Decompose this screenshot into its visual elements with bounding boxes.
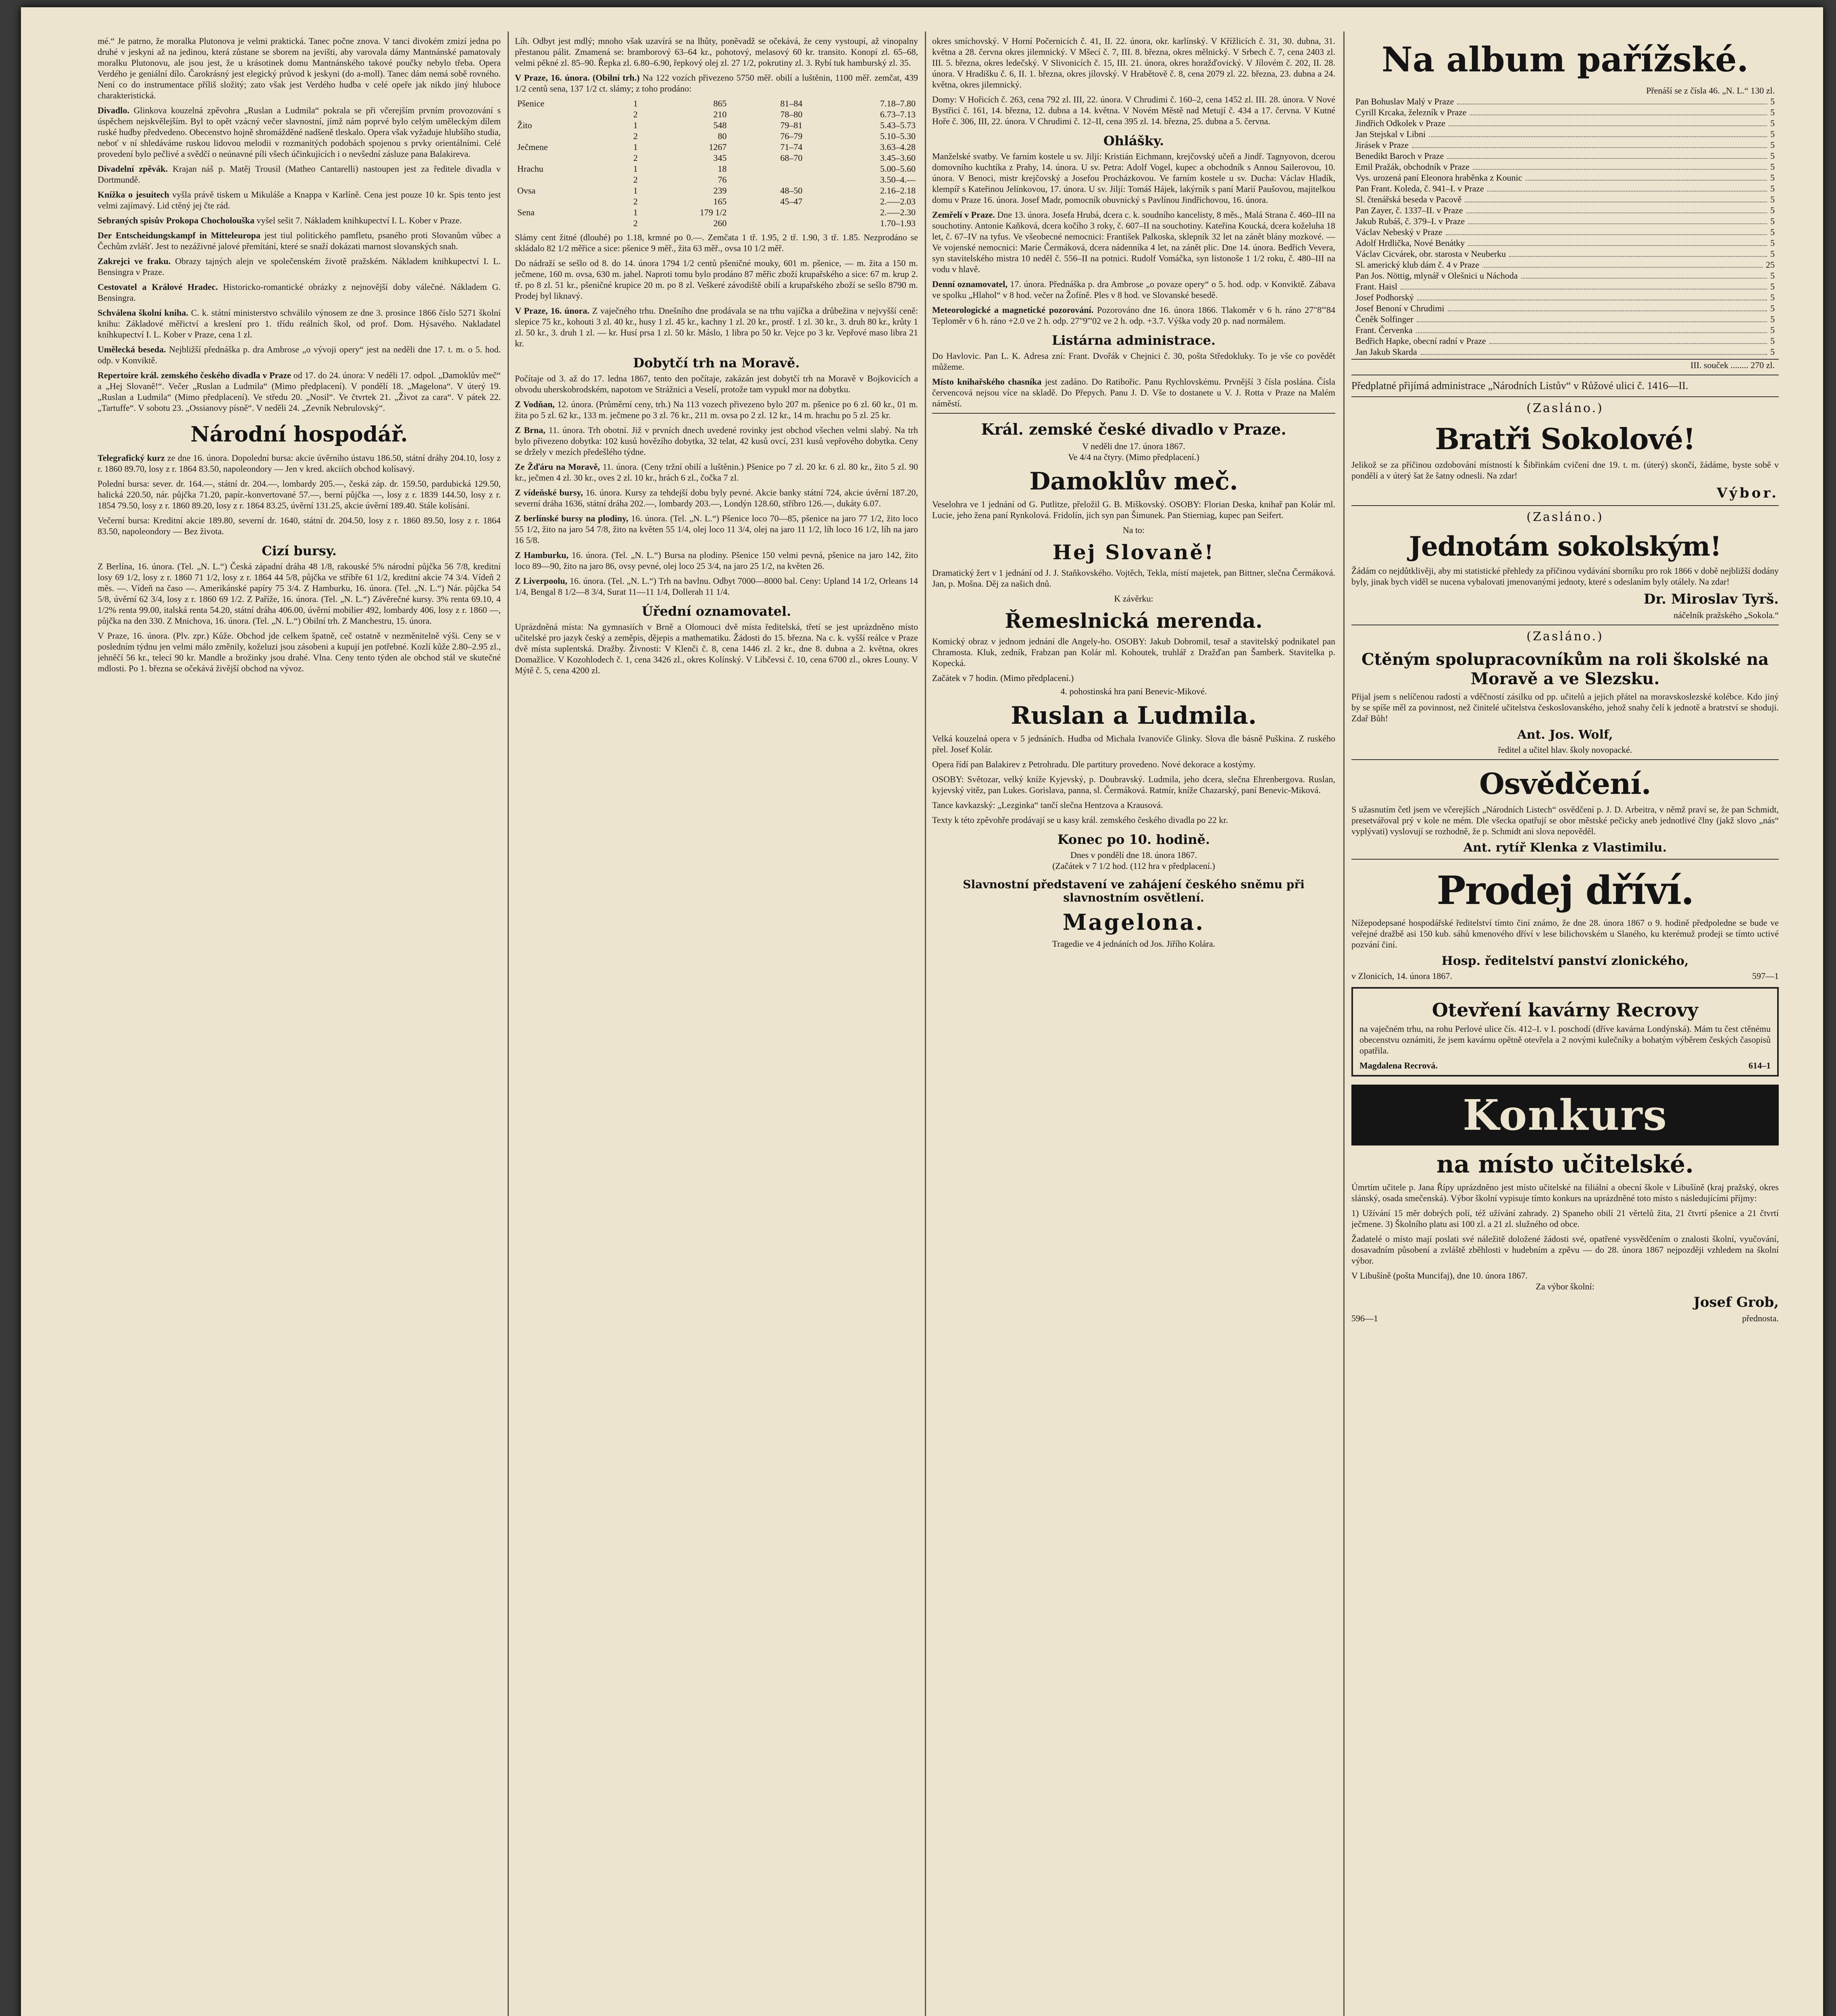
leader-dots [1457,96,1767,104]
grain-cell: Ovsa [517,185,536,196]
grain-row [515,142,918,152]
leader-dots [1420,346,1767,355]
leader-dots [1521,270,1767,279]
grain-row [515,120,918,131]
grain-row [515,98,918,109]
grain-cell [515,218,614,229]
guest-note: 4. pohostinská hra paní Benevic-Mikové. [1060,686,1207,696]
donor-amount: 5 [1770,347,1775,357]
donor-name: Čeněk Solfinger [1355,314,1413,324]
donor-item [1351,314,1779,325]
grain-cell: 548 [713,120,727,130]
donor-amount: 5 [1770,162,1775,172]
signature: Josef Grob, [1693,1294,1779,1310]
grain-cell: 71–74 [780,142,803,152]
notice-text: S užasnutím četl jsem ve včerejších „Národních Listech“ osvědčení p. J. D. Arbeitra, v němž praví se, že pan Schmidt, presetvářoval prý v kole ne mém. Dle všecka opatřují se obor městské pečicky aneb jednotlivé člny (jakž slovo „nás“ vyplývati) vyslovují se rozhodně, že p. Schmidt ani slova nepověděl. [1351,804,1779,836]
grain-cell: Hrachu [517,164,543,174]
donor-name: Josef Podhorský [1355,292,1414,302]
grain-cell [729,163,805,174]
grain-cell: 1 [633,142,638,152]
donor-item [1351,107,1779,118]
grain-cell: 2 [633,153,638,163]
signature: Ant. rytíř Klenka z Vlastimilu. [1463,841,1667,855]
next-sub: (Začátek v 7 1/2 hod. (112 hra v předplacení.) [1052,861,1215,871]
competition-by: Za výbor školní: [1536,1281,1595,1291]
news-item: Večerní bursa: Kreditní akcie 189.80, severní dr. 1640, státní dr. 204.50, losy z r. 1860 89.50, losy z r. 1864 83.50, napoleondory — Bez života. [98,515,501,536]
donor-amount: 5 [1770,314,1775,324]
grain-cell: 2 [633,175,638,185]
news-item: Z berlínské bursy na plodiny, 16. února. (Tel. „N. L.“) Pšenice loco 70—85, pšenice na jaro 77 1/2, žito loco 55 1/2, žito na jaro 54 7/8, žito na květen 55 1/4, olej loco 11 3/4, olej na jaro 11 1/2, líh loco 16 1/2, líh na jaro 16 5/8. [515,513,918,545]
grain-row [515,163,918,174]
donor-item [1351,161,1779,172]
grain-cell: 80 [718,131,727,141]
news-item: Z vídeňské bursy, 16. února. Kursy za tehdejší dobu byly pevné. Akcie banky státní 724, akcie úvěrní 187.20, severní dráha 1636, státní dráha 202.—, lombardy 203.—, Londýn 128.60, stříbro 126.—, dukáty 6.07. [515,487,918,508]
donor-item [1351,346,1779,357]
grain-cell: 210 [713,109,727,119]
news-item: Z Vodňan, 12. února. (Průměrní ceny, trh.) Na 113 vozech přivezeno bylo 207 m. pšenice po 6 zl. 60 kr., 01 m. žita po 5 zl. 62 kr., 133 m. ječmene po 3 zl. 76 kr., 211 m. ovsa po 2 zl. 12 kr., 14 m. hrachu po 5 zl. 25 kr. [515,399,918,420]
signature: Hosp. ředitelství panství zlonického, [1441,954,1689,968]
end-time: Konec po 10. hodině. [1057,832,1210,847]
play-title: Ruslan a Ludmila. [1011,702,1257,730]
news-item: okres smíchovský. V Horní Počernicích č. 41, II. 22. února, okr. karlínský. V Křížlicích č. 31, 30. dubna, 31. května a 28. června okres jilemnický. V Mšecí č. 7, III. 8. března, okres mělnický. V Srbech č. 7, cena 2403 zl. III. 5. března, okres ledečský. V Slivonicích č. 15, III. 21. února, okres horažďovický. V Jílovém č. 202, II. 28. února. V Hradišku č. 6, II. 1. března, okres jílovský. V Hrabětově č. 8, cena 2079 zl. 22. března, 23. dubna a 24. května, okres jilemnický. [932,36,1335,90]
donor-item [1351,216,1779,227]
subsection-heading: Dobytčí trh na Moravě. [633,355,800,371]
notice-text: Přijal jsem s nelíčenou radostí a vděčností zásilku od pp. učitelů a jejich přátel na moravskoslezské kolébce. Kdo jiný by se spíše měl za povinnost, než činitelé učitelstva českoslovanského, jehož snahy čelí k jednotě a bratrství se shoduji. Zdař Bůh! [1351,691,1779,723]
column-3 [932,35,1335,2016]
grain-cell: 1 [633,185,638,196]
grain-cell: 3.63–4.28 [880,142,916,152]
grain-cell [515,196,614,207]
donor-name: Benedikt Baroch v Praze [1355,151,1444,161]
play-desc: OSOBY: Světozar, velký kníže Kyjevský, p. Doubravský. Ludmila, jeho dcera, slečna Ehrenbergova. Ruslan, kyjevský vitěz, pan Lukes. Gorislava, panna, sl. Čermáková. Ratmír, kníže Chazarský, paní Benevic-Miková. [932,774,1335,795]
donor-item [1351,270,1779,281]
play-title: Hej Slovaně! [1052,540,1215,564]
cafe-ad [1351,987,1779,1077]
grain-cell: 79–81 [780,120,803,130]
play-desc: Veselohra ve 1 jednání od G. Putlitze, přeložil G. B. Miškovský. OSOBY: Florian Deska, knihař pan Kolár ml. Lucie, jeho žena paní Rynkolová. Fridolín, jich syn pan Šimunek. Pan Stierniag, kupec pan Seifert. [932,499,1335,520]
play-desc: Tragedie ve 4 jednáních od Jos. Jiřího Kolára. [1052,939,1216,949]
donor-item [1351,194,1779,205]
leader-dots [1449,118,1767,126]
donor-amount: 5 [1770,238,1775,248]
donor-amount: 5 [1770,129,1775,139]
grain-cell [515,174,614,185]
grain-cell: 1 [633,164,638,174]
donor-name: Jan Jakub Skarda [1355,347,1417,357]
grain-cell [729,207,805,218]
news-item: Do nádraží se sešlo od 8. do 14. února 1794 1/2 centů pšeničné mouky, 601 m. pšenice, — m. žita a 150 m. ječmene, 160 m. ovsa, 630 m. jahel. Naproti tomu bylo prodáno 87 měřic zboží krupařského a sice: 67 m. krup 2. tř. po 8 zl. 51 kr., pšeničné krupice 20 m. po 8 zl. Veškeré závodiště obilí a krupařského zboží se sešlo 8790 m. Prodej byl liknavý. [515,258,918,301]
leader-dots [1416,325,1767,333]
news-item: Z Brna, 11. února. Trh obotní. Již v prvních dnech uvedené rovinky jest obchod všechen velmi slabý. Na trh bylo přivezeno dobytka: 102 kusů hovězího dobytka, 32 telat, 42 kusů ovcí, 231 kusů vepřového dobytka. Ceny se držely v mezích předešlého týdne. [515,425,918,457]
grain-cell: Ječmene [517,142,548,152]
news-item: Knížka o jesuitech vyšla právě tiskem u Mikuláše a Knappa v Karlíně. Cena jest pouze 10 kr. Spis tento jest velmi zajímavý. Lid ctěný jej čte rád. [98,190,501,210]
play-desc: Komický obraz v jednom jednání dle Angely-ho. OSOBY: Jakub Dobromil, tesař a stavitelský podnikatel pan Chramosta. Kluk, zedník, Frabzan pan Kolár ml. Kohoutek, truhlář z Dražďan pan Šamberk. Stavitelka p. Kopecká. [932,636,1335,668]
competition-footer: 596—1 přednosta. [1351,1313,1779,1323]
donor-item [1351,227,1779,237]
donor-amount: 5 [1770,249,1775,259]
news-item: Z Liverpoolu, 16. února. (Tel. „N. L.“) Trh na bavlnu. Odbyt 7000—8000 bal. Ceny: Upland 14 1/2, Orleans 14 1/4, Bengal 8 1/2—8 3/4, Surat 11—11 1/4, Dollerah 11 1/4. [515,576,918,597]
leader-dots [1487,183,1767,192]
donor-item [1351,281,1779,292]
signature-title: náčelník pražského „Sokola.“ [1674,610,1779,620]
grain-cell: 7.18–7.80 [880,98,916,108]
grain-cell: 1 [633,120,638,130]
leader-dots [1417,292,1767,300]
news-item: Uprázdněná místa: Na gymnasiích v Brně a Olomouci dvě místa ředitelská, třetí se jest uprázdněno místo učitelské pro jazyk český a zeměpis, dějepis a mathematiku. Žádosti do 15. března. Na c. k. vyšší reálce v Praze dvě místa suplentská. Dražby. Živnosti: V Klenči č. 8, cena 1446 zl. 2 kr., dne 8. dubna a 2. května, okres Domažlice. V Kozohlodech č. 1, cena 3426 zl., okres Kolínský. V Libčevsi č. 10, cena 6700 zl., okres Louny. V Mýtě č. 5, cena 4200 zl. [515,622,918,675]
donor-name: Václav Cicvárek, obr. starosta v Neuberku [1355,249,1506,259]
competition-location: V Libušíně (pošta Muncifaj), dne 10. února 1867. [1351,1270,1528,1281]
subsection-heading: Cizí bursy. [262,543,337,558]
grain-row [515,174,918,185]
cafe-heading: Otevření kavárny Recrovy [1432,999,1699,1021]
leader-dots [1429,129,1767,137]
grain-row [515,152,918,163]
grain-row [515,185,918,196]
sokol-text: Jelikož se za příčinou ozdobování místností k Šibřinkám cvičení dne 19. t. m. (úterý) skončí, žádáme, byste sobě v pondělí a v úterý šat že šatny odnesli. Na zdar! [1351,460,1779,481]
grain-cell: 2 [633,131,638,141]
leader-dots [1468,216,1767,224]
section-heading: Národní hospodář. [190,422,408,447]
column-2 [515,35,918,2016]
donor-amount: 5 [1770,271,1775,281]
divider [1351,505,1779,506]
grain-row [515,196,918,207]
grain-cell: 165 [713,196,727,206]
grain-row [515,218,918,229]
leader-dots [1473,161,1767,170]
news-item: V Praze, 16. února. Z vaječného trhu. Dnešního dne prodávala se na trhu vajíčka a drůbežina v nejvyšší ceně: slepice 75 kr., kohouti 3 zl. 40 kr., husy 1 zl. 45 kr., kachny 1 zl. 20 kr., prostř. 1 zl. 30 kr., 3. druh 80 kr., krůty 1 zl. 50 kr., 3. druh 1 zl. — kr. Husí prsa 1 zl. 50 kr. Máslo, 1 libra po 50 kr. Vejce po 3 kr. Vepřové maso libra 21 kr. [515,306,918,348]
notice-text: Nížepodepsané hospodářské ředitelství tímto činí známo, že dne 28. února 1867 o 9. hodině předpoledne se bude ve veřejné dražbě asi 150 kub. sáhů kmenového dříví v lese bilichovském u Slaného, ku kterémuž prodeji se tímto uctivé pozvání činí. [1351,918,1779,950]
notice-heading: Osvědčení. [1479,766,1651,801]
donor-name: Pan Bohuslav Malý v Praze [1355,96,1454,106]
donor-amount: 5 [1770,336,1775,346]
donor-item [1351,292,1779,303]
donor-name: Cyrill Krcaka, železník v Praze [1355,107,1467,117]
donor-name: Vys. urozená paní Eleonora hraběnka z Kounic [1355,173,1522,183]
leader-dots [1489,335,1767,344]
news-item: V Praze, 16. února. (Obilní trh.) Na 122 vozích přivezeno 5750 měř. obilí a luštěnin, 1100 měř. zemčat, 439 1/2 centů sena, 137 1/2 ct. slámy; z toho prodáno: [515,73,918,94]
grain-cell: Sena [517,207,535,217]
donor-amount: 5 [1770,292,1775,302]
play-desc: Tance kavkazský: „Lezginka“ tančí slečna Hentzova a Krausová. [932,800,1163,810]
album-title: Na album pařížské. [1382,40,1749,79]
donor-amount: 5 [1770,227,1775,237]
competition-subheading: na místo učitelské. [1436,1150,1694,1179]
donor-name: Bedřich Hapke, obecní radní v Praze [1355,336,1486,346]
grain-cell: 76–79 [780,131,803,141]
play-desc: Dramatický žert v 1 jednání od J. J. Staňkovského. Vojtěch, Tekla, místí majetek, pan Bittner, slečna Čermáková. Jan, p. Mošna. Děj za našich dnů. [932,568,1335,589]
signature: Ant. Jos. Wolf, [1517,728,1613,742]
grain-cell: 68–70 [780,153,803,163]
donor-name: Václav Nebeský v Praze [1355,227,1443,237]
donor-item [1351,172,1779,183]
donor-item [1351,237,1779,248]
play-title: Řemeslnická merenda. [1005,609,1263,633]
donor-name: Jakub Rubáš, č. 379–I. v Praze [1355,216,1465,226]
divider [1351,759,1779,760]
grain-cell [729,218,805,229]
news-item: Z Hamburku, 16. února. (Tel. „N. L.“) Bursa na plodiny. Pšenice 150 velmi pevná, pšenice na jaro 142, žito loco 89—90, žito na jaro 86, ovsy pevné, olej loco 25 3/4, na jaro 25 1/2, na květen 26. [515,550,918,571]
grain-row [515,109,918,120]
news-item: Divadelní zpěvák. Krajan náš p. Matěj Trousil (Matheo Cantarelli) nastoupen jest za ředitele divadla v Dortmundě. [98,164,501,185]
grain-cell [729,174,805,185]
play-title: Damoklův meč. [1029,467,1238,496]
subsection-heading: Úřední oznamovatel. [641,604,791,619]
donor-item [1351,335,1779,346]
news-item: Repertoire král. zemského českého divadla v Praze od 17. do 24. února: V neděli 17. odpol. „Damoklův meč“ a „Hej Slovaně!“. Večer „Ruslan a Ludmila“ (Mimo předplacení). V pondělí 18. „Magelona“. V úterý 19. „Ruslan a Ludmila“ (Mimo předplacení). Ve středu 20. „Nosil“. Ve čtvrtek 21. „Život za cara“. V pátek 22. „Tartuffe“. V sobotu 23. „Ossianovy písně“. V neděli 24. „Zevník Nebrulovský“. [98,370,501,413]
news-item: Líh. Odbyt jest mdlý; mnoho však uzavírá se na lhůty, poněvadž se očekává, že ceny vystoupí, až vinopalny přestanou pálit. Zmamená se: bramborový 63–64 kr., pohotový, melasový 60 kr. transito. Konopí zl. 65–68, velmi pěkné zl. 85–90. Řepka zl. 6.80–6.90, řepkový olej zl. 27 1/2, pokrutiny zl. 3. Rybí tuk hamburský zl. 35. [515,36,918,68]
leader-dots [1468,237,1767,246]
sokol-text: Žádám co nejdůtklivěji, aby mi statistické přehledy za příčinou vydávání sborníku pro rok 1866 v době nejbližší dodány byly, jinak bych viděl se nucena vybalovati jmenovanými jednoty, které s odeslaním byly otálely. Na zdar! [1351,566,1779,587]
notice-heading: Prodej dříví. [1436,868,1694,913]
leader-dots [1482,259,1763,268]
leader-dots [1465,194,1767,202]
donor-item [1351,205,1779,216]
play-desc: Velká kouzelná opera v 5 jednáních. Hudba od Michala Ivanoviče Glinky. Slova dle básně Puškina. Z ruského přel. Josef Kolár. [932,733,1335,754]
donor-amount: 25 [1766,260,1775,270]
donor-amount: 5 [1770,173,1775,183]
notice-footer: v Zlonicích, 14. února 1867. 597—1 [1351,971,1779,981]
grain-cell: 45–47 [780,196,803,206]
donor-name: Jirásek v Praze [1355,140,1409,150]
leader-dots [1401,281,1767,289]
grain-cell [515,109,614,120]
grain-cell: 345 [713,153,727,163]
play-connector: Na to: [1122,525,1145,535]
competition-text: 1) Užívání 15 měr dobrých polí, též užívání zahrady. 2) Spaneho obilí 21 věrtelů žita, 21 čtvrtí pšenice a 21 čtvrtí ječmene. 3) Školního platu asi 100 zl. a 21 zl. služného od obce. [1351,1208,1779,1229]
news-item: Der Entscheidungskampf in Mitteleuropa jest tiul politického pamfletu, psaného proti Slovanům vůbec a Čechům zvlášť. Jest to nezáživné jalové přemítání, které se snaží dokázati marnost slovanských snah. [98,230,501,251]
grain-row [515,207,918,218]
subsection-heading: Ohlášky. [1103,133,1164,148]
signature: Dr. Miroslav Tyrš. [1644,591,1779,607]
play-title: Magelona. [1062,909,1205,935]
donor-name: Pan Frant. Koleda, č. 941–I. v Praze [1355,183,1484,194]
news-item: Schválena školní kniha. C. k. státní ministerstvo schválilo výnosem ze dne 3. prosince 1866 číslo 5271 školní knihu: Základové měřictví a kreslení pro 1. třídu reálních škol, od prof. Dom. Hýsavého. Nakladatel kníhkupectví I. L. Kober v Praze, cena 1 zl. [98,308,501,339]
grain-cell: 865 [713,98,727,108]
gala-note: Slavnostní představení ve zahájení českého sněmu při slavnostním osvětlení. [963,878,1305,904]
next-date: Dnes v pondělí dne 18. února 1867. [1070,850,1197,860]
grain-cell: 2 [633,109,638,119]
sokol-heading: Bratři Sokolové! [1435,422,1695,456]
cafe-footer: Magdalena Recrová. 614–1 [1359,1060,1771,1070]
theatre-heading: Král. zemské české divadlo v Praze. [981,420,1286,438]
column-rule [925,31,926,2016]
grain-cell: 260 [713,218,727,228]
donor-name: Frant. Haisl [1355,281,1397,292]
news-item: Ze Žďáru na Moravě, 11. února. (Ceny tržní obilí a luštěnin.) Pšenice po 7 zl. 20 kr. 6 zl. 80 kr., žito 5 zl. 90 kr., ječmen 4 zl. 30 kr., oves 2 zl. 10 kr., hrách 6 zl., čočka 7 zl. [515,462,918,483]
leader-dots [1470,107,1767,115]
news-item: Slámy cent žitné (dlouhé) po 1.18, krmné po 0.—. Zemčata 1 tř. 1.95, 2 tř. 1.90, 3 tř. 1.85. Nezprodáno se skládalo 82 1/2 měřice a sice: pšenice 9 měř., žita 63 měř., ovsa 10 1/2 měř. [515,232,918,253]
column-1 [98,35,501,2016]
column-rule [1343,31,1345,2016]
news-item: Polední bursa: sever. dr. 164.—, státní dr. 204.—, lombardy 205.—, česká záp. dr. 159.50, pardubická 129.50, halická 220.50, nár. půjčka 71.20, papír.-konvertované 57.—, berní půjčka —, losy z r. 1839 144.50, losy z r. 1854 79.50, losy z r. 1860 89.20, losy z r. 1864 83.25, úvěrní 131.25, akcie úvěrní 189.40. Stále kolísání. [98,479,501,510]
competition-text: Úmrtím učitele p. Jana Řípy uprázdněno jest místo učitelské na filiální a obecní škole v Libušíně (kraj pražský, okres slánský, osada smečenská). Výbor školní vypisuje tímto konkurs na uprázdněné toto místo s následujícími příjmy: [1351,1182,1779,1203]
donor-amount: 5 [1770,194,1775,204]
news-item: Cestovatel a Králové Hradec. Historicko-romantické obrázky z nejnovější doby válečné. Nákladem G. Bensingra. [98,282,501,303]
competition-text: Žadatelé o místo mají poslati své náležitě doložené žádosti své, opatřené vysvědčením o znalosti školní, vyučování, dosavadním působení a zvláště zběhlosti v hudebním a zpěvu — do 28. února 1867 nejpozději vzhledem na školní výbor. [1351,1234,1779,1266]
donor-name: Pan Zayer, č. 1337–II. v Praze [1355,205,1463,215]
grain-cell: 3.50–4.— [880,175,916,185]
donor-item [1351,140,1779,150]
donor-amount: 5 [1770,107,1775,117]
donor-item [1351,248,1779,259]
donor-name: Emil Pražák, obchodník v Praze [1355,162,1470,172]
donor-name: Adolf Hrdlička, Nové Benátky [1355,238,1465,248]
play-desc: Opera řídí pan Balakirev z Petrohradu. Dle partitury provedeno. Nové dekorace a kostýmy. [932,759,1255,769]
play-connector: K závěrku: [1114,594,1153,604]
grain-cell: 1 [633,207,638,217]
column-4 [1351,35,1779,2016]
theatre-date: V neděli dne 17. února 1867. [1082,441,1185,451]
news-item: Zemřelí v Praze. Dne 13. února. Josefa Hrubá, dcera c. k. soudního kancelisty, 8 měs., Malá Strana č. 460–III na souchotiny. Antonie Kaňková, dcera kočího 3 roky, č. 607–II na souchotiny. Kateřina Koucká, dcera koželuha 18 let, č. 67–IV na tyfus. Ve všeobecné nemocnici: František Palkoska, sklepník 32 let na zánět blány mozkové. — Ve vojenské nemocnici: Marie Čermáková, dcera nádenníka 4 let, na zánět plic. Dne 14. února. Bedřich Vevera, syn stavitelského mistra 10 neděl č. 556–II na potnici. Rudolf Vomáčka, syn listonoše 1 1/2 roku, č. 480–III na vodu v hlavě. [932,210,1335,274]
grain-cell: Žito [517,120,532,130]
zaslano-label: (Zasláno.) [1526,510,1604,524]
sokol-heading: Jednotám sokolským! [1409,531,1722,562]
news-item: Místo knihařského chasníka jest zadáno. Do Ratibořic. Panu Rychlovskému. Prvnější 3 čísla poslána. Čísla červencová nejsou více na skladě. Do Přepych. Panu J. D. Vše to dostanete u V. J. Rotta v Praze na Malém náměstí. [932,377,1335,408]
news-item: Z Berlína, 16. února. (Tel. „N. L.“) Česká západní dráha 48 1/8, rakouské 5% národní půjčka 56 7/8, kreditní losy 69 1/2, losy z r. 1860 71 1/2, losy z r. 1864 44 5/8, půjčka ve stříbře 61 1/2, kreditní akcie 74 3/4. Vídeň 2 měs. —. Vídeň na časo —. Amerikánské papíry 75 3/4. Z Hamburku, 16. února. (Tel. „N. L.“) Nár. půjčka 54 5/8, úvěrní 62 3/4, losy z r. 1860 69 1/2. Z Paříže, 16. února. (Tel. „N. L.“) Závěrečné kursy. 3% renta 69.10, 4 1/2% renta 99.00, italská renta 54.20, státní dráha 406.00, úvěrní mobilier 492, lombardy 406, losy z r. 1860 —, půjčka na den 330. Z Mnichova, 16. února. (Tel. „N. L.“) Obilní trh. Z Manchestru, 15. února. [98,561,501,626]
donor-list [1351,96,1779,357]
news-item: Umělecká beseda. Nejbližší přednáška p. dra Ambrose „o vývoji opery“ jest na neděli dne 17. t. m. o 5. hod. odp. v Konviktě. [98,344,501,365]
album-carryover: Přenáší se z čísla 46. „N. L.“ 130 zl. [1646,85,1775,96]
donor-name: Frant. Červenka [1355,325,1413,335]
donor-amount: 5 [1770,216,1775,226]
cafe-text: na vaječném trhu, na rohu Perlové ulice čís. 412–I. v I. poschodí (dříve kavárna Londýnská). Mám tu čest ctěnému obecenstvu oznámiti, že jsem kavárnu opětně otevřela a 2 novými kulečníky a bohatým výběrem českých časopisů opatřila. [1359,1024,1771,1056]
news-item: Meteorologické a magnetické pozorování. Pozorováno dne 16. února 1866. Tlakoměr v 6 h. ráno 27"8'''84 Teploměr v 6 h. ráno +2.0 ve 2 h. odp. 27"9'''02 ve 2 h. odp. +3.7. Výška vody 20 p. nad normálem. [932,305,1335,326]
donor-item [1351,129,1779,140]
start-time: Začátek v 7 hodin. (Mimo předplacení.) [932,673,1074,683]
grain-cell: 76 [718,175,727,185]
donor-amount: 5 [1770,183,1775,194]
news-item: Telegrafický kurz ze dne 16. února. Dopolední bursa: akcie úvěrního ústavu 186.50, státní dráhy 204.10, losy z r. 1860 89.70, losy z r. 1864 83.50, napoleondory — Jen v kred. akciích obchod kolísavý. [98,453,501,474]
donor-amount: 5 [1770,151,1775,161]
signature-title: ředitel a učitel hlav. školy novopacké. [1498,745,1632,755]
grain-cell: 2 [633,196,638,206]
grain-cell: 2 [633,218,638,228]
donor-name: Sl. americký klub dám č. 4 v Praze [1355,260,1480,270]
donor-amount: 5 [1770,140,1775,150]
grain-cell: 1267 [709,142,727,152]
news-item: Manželské svatby. Ve farním kostele u sv. Jiljí: Kristián Eichmann, krejčovský učeň a Jindř. Tagnyovon, dcerou domovního kuchtíka z Prahy, 14. února. U sv. Petra: Adolf Vogel, kupec a obchodník s Annou Sailerovou, 10. února. V Benoci, mistr krejčovský a Josefou Procházkovou. Ve farním kostele u sv. Ducha: Václav Hladík, klempíř s Kateřinou Jelínkovou, 17. února. U sv. Jiljí: Tomáš Hájek, lakýrník s paní Marií Paušovou, majitelkou domu v Praze 16. února. Josef Madr, pomocník obuvnický s Pavlínou Jindřichovou, 16. února. [932,151,1335,205]
grain-table [515,98,918,229]
opera-review: mé.“ Je patrno, že moralka Plutonova je velmi praktická. Tanec počne znova. V tanci divokém zmizí jedna po druhé v jeskyni až na jedinou, která zůstane se sborem na jevišti, aby varovala dámy Mantnánské pamatovaly moralku Plutonovu, ale jsou jest, že u krásotinek domu Mantnánského takové poučky nebylo třeba. Opera Verdého je geniální dílo. Čarokrásný jest elegický průvod k jeskyni (do a-moll). Tanec dám nemá sobě rovného. Není co do instrumentace příliš složitý; zato však jest Verdého hudba v celé opeře jak nikdo jiný hluboce charakteristická. [98,36,501,100]
grain-cell [515,131,614,142]
donor-name: Jan Stejskal v Libni [1355,129,1426,139]
news-item: Počítaje od 3. až do 17. ledna 1867, tento den počítaje, zakázán jest dobytčí trh na Moravě v Bojkovicích a obvodu uherskobrodském, napotom ve Strážnici a Veselí, protože tam vypukl mor na dobytku. [515,373,918,394]
grain-cell: 1 [633,98,638,108]
grain-cell: 5.43–5.73 [880,120,916,130]
divider [1351,859,1779,860]
leader-dots [1509,248,1767,257]
donor-amount: 5 [1770,118,1775,128]
donor-amount: 5 [1770,205,1775,215]
leader-dots [1417,314,1767,322]
donor-name: Sl. čtenářská beseda v Pacově [1355,194,1462,204]
grain-cell: 5.00–5.60 [880,164,916,174]
leader-dots [1466,205,1767,213]
grain-cell: 18 [718,164,727,174]
donor-amount: 5 [1770,303,1775,313]
grain-cell: 81–84 [780,98,803,108]
news-item: Denní oznamovatel, 17. února. Přednáška p. dra Ambrose „o povaze opery“ o 5. hod. odp. v Konviktě. Zábava ve spolku „Hlahol“ v 8 hod. večer na Žofíně. Ples v 8 hod. ve Slovanské besedě. [932,279,1335,300]
news-item: Divadlo. Glinkova kouzelná zpěvohra „Ruslan a Ludmila“ pokrala se při včerejším prvním provozování s úspěchem nejskvělejším. Byl to opět vzácný večer slavnostní, jímž nám poprvé bylo celým uměleckým dílem ruské hudby předvedeno. Obecenstvo hojně shromážděné nadšeně tleskalo. Opera však vyžaduje hlubšího studia, neboť v ní shledáváme ruskou lidovou melodii v rozmanitých podobách spojenou s prvky orientálními. Celé provedení bylo pečlivé a svědčí o neúnavné píli všech účinkujících i o nevšední zásluze pana Balakireva. [98,105,501,159]
grain-cell: 3.45–3.60 [880,153,916,163]
zaslano-label: (Zasláno.) [1526,629,1604,644]
grain-cell: 2.—–2.03 [880,196,916,206]
grain-cell: 2.—–2.30 [880,207,916,217]
leader-dots [1448,303,1767,311]
news-item: Domy: V Hořicích č. 263, cena 792 zl. III, 22. února. V Chrudimi č. 160–2, cena 1452 zl. III. 28. února. V Nové Bystřici č. 161, 14. března, 12. dubna a 14. května. V Novém Městě nad Metují č. 434 a 17. června. V Kutné Hoře č. 306, III, 22. února. V Chrudimi č. 12–II, cena 395 zl. 14. března, 25. dubna a 5. června. [932,94,1335,126]
theatre-sub: Ve 4/4 na čtyry. (Mimo předplacení.) [1068,452,1199,462]
grain-cell: 5.10–5.30 [880,131,916,141]
divider [1351,396,1779,397]
grain-cell: 179 1/2 [699,207,727,217]
donor-item [1351,96,1779,107]
news-item: Do Havlovic. Pan L. K. Adresa zní: Frant. Dvořák v Chejnici č. 30, pošta Středokluky. To je vše co povědět můžeme. [932,351,1335,372]
donor-item [1351,183,1779,194]
column-rule [508,31,509,2016]
newspaper-page [21,7,1823,2016]
donor-item [1351,150,1779,161]
donor-item [1351,118,1779,129]
grain-cell: 2.16–2.18 [880,185,916,196]
leader-dots [1412,140,1767,148]
divider [932,413,1335,414]
play-desc: Texty k této zpěvohře prodávají se u kasy král. zemského českého divadla po 22 kr. [932,815,1228,825]
grain-cell [515,152,614,163]
grain-cell: 78–80 [780,109,803,119]
grain-cell: 239 [713,185,727,196]
news-item: Sebraných spisův Prokopa Chocholouška vyšel sešit 7. Nákladem knihkupectví I. L. Kober v Praze. [98,215,462,225]
donor-item [1351,303,1779,314]
donor-name: Pan Jos. Nöttig, mlynář v Olešnici u Náchoda [1355,271,1518,281]
grain-cell: 1.70–1.93 [880,218,916,228]
news-item: V Praze, 16. února. (Plv. zpr.) Kůže. Obchod jde celkem špatně, ceč ostatně v nezměnitelně výši. Ceny se v posledním týdnu jen velmi málo změnily, koželuzi jsou zásobeni a kupují jen potřebné. Kozlí kůže 2.80–2.95 zl., jehněčí 56 kr., telecí 90 kr. Mandle a brožinky jsou drahé. Vlna. Ceny tento týden ale obchod stál ve skutečné mdlosti. Po 1. března se očekává živější obchod na vývoz. [98,631,501,673]
notice-heading: Ctěným spolupracovníkům na roli školské na Moravě a ve Slezsku. [1361,650,1769,688]
donor-name: Josef Benoní v Chrudimi [1355,303,1445,313]
album-total: III. souček ........ 270 zl. [1351,359,1779,371]
competition-heading: Konkurs [1351,1085,1779,1145]
grain-cell: 6.73–7.13 [880,109,916,119]
grain-cell: Pšenice [517,98,545,108]
leader-dots [1526,172,1767,181]
donor-name: Jindřich Odkolek v Praze [1355,118,1445,128]
grain-cell: 48–50 [780,185,803,196]
leader-dots [1446,227,1767,235]
leader-dots [1447,150,1767,159]
zaslano-label: (Zasláno.) [1526,401,1604,415]
donor-amount: 5 [1770,281,1775,292]
donor-item [1351,259,1779,270]
donor-amount: 5 [1770,325,1775,335]
donor-item [1351,325,1779,335]
news-item: Zakrejci ve fraku. Obrazy tajných alejn ve společenském životě pražském. Nákladem knihkupectví I. L. Bensingra v Praze. [98,256,501,277]
grain-row [515,131,918,142]
subscription-note: Předplatné přijímá administrace „Národních Listův“ v Růžové ulici č. 1416—II. [1351,380,1688,392]
subsection-heading: Listárna administrace. [1051,333,1216,348]
donor-amount: 5 [1770,96,1775,106]
signature: Výbor. [1717,485,1779,501]
